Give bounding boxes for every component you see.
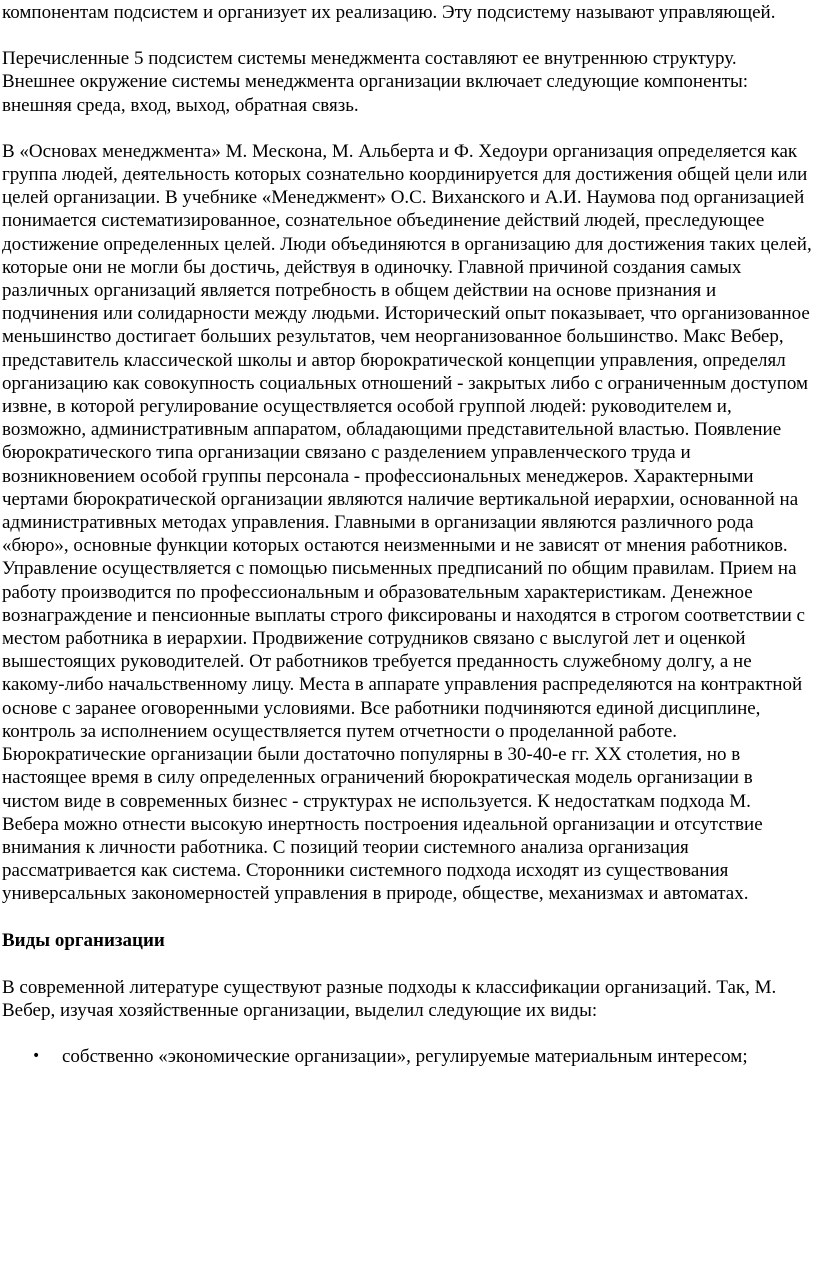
list-item-text: собственно «экономические организации», регулируемые материальным интересом; (62, 1046, 748, 1068)
paragraph-classification-intro: В современной литературе существуют разные подходы к классификации организаций. Так, М. Вебер, изучая хозяйственные организации, выделил следующие их виды: (2, 976, 777, 1021)
paragraph-organization-definitions: В «Основах менеджмента» М. Мескона, М. Альберта и Ф. Хедоури организация определяется как группа людей, деятельность которых сознательно координируется для достижения общей цели или целей организации. В учебнике «Менеджмент» О.С. Виханского и А.И. Наумова под организацией понимается систематизированное, сознательное объединение действий людей, преследующее достижение определенных целей. Люди объединяются в организацию для достижения таких целей, которые они не могли бы достичь, действуя в одиночку. Главной причиной создания самых различных организаций является потребность в общем действии на основе признания и подчинения или солидарности между людьми. Исторический опыт показывает, что организованное меньшинство достигает больших результатов, чем неорганизованное большинство. Макс Вебер, представитель классической школы и автор бюрократической концепции управления, определял организацию как совокупность социальных отношений - закрытых либо с ограниченным доступом извне, в которой регулирование осуществляется особой группой людей: руководителем и, возможно, административным аппаратом, обладающими представительной властью. Появление бюрократического типа организации связано с разделением управленческого труда и возникновением особой группы персонала - профессиональных менеджеров. Характерными чертами бюрократической организации являются наличие вертикальной иерархии, основанной на административных методах управления. Главными в организации являются различного рода «бюро», основные функции которых остаются неизменными и не зависят от мнения работников. Управление осуществляется с помощью письменных предписаний по общим правилам. Прием на работу производится по профессиональным и образовательным характеристикам. Денежное вознаграждение и пенсионные выплаты строго фиксированы и находятся в строгом соответствии с местом работника в иерархии. Продвижение сотрудников связано с выслугой лет и оценкой вышестоящих руководителей. От работников требуется преданность служебному долгу, а не какому-либо начальственному лицу. Места в аппарате управления распределяются на контрактной основе с заранее оговоренными условиями. Все работники подчиняются единой дисциплине, контроль за исполнением осуществляется путем отчетности о проделанной работе. Бюрократические организации были достаточно популярны в 30-40-е гг. XX столетия, но в настоящее время в силу определенных ограничений бюрократическая модель организации в чистом виде в современных бизнес - структурах не используется. К недостаткам подхода М. Вебера можно отнести высокую инертность построения идеальной организации и отсутствие внимания к личности работника. С позиций теории системного анализа организация рассматривается как система. Сторонники системного подхода исходят из существования универсальных закономерностей управления в природе, обществе, механизмах и автоматах. (2, 140, 812, 905)
section-heading: Виды организации (2, 929, 165, 951)
bullet-list (2, 1045, 812, 1068)
bullet-icon: • (32, 1048, 41, 1065)
paragraph-intro-continuation: компонентам подсистем и организует их реализацию. Эту подсистему называют управляющей. (2, 2, 776, 23)
document-body (0, 1, 816, 1068)
list-item (2, 1045, 812, 1068)
paragraph-subsystems-structure: Перечисленные 5 подсистем системы менеджмента составляют ее внутреннюю структуру. Внешнее окружение системы менеджмента организации включает следующие компоненты: внешняя среда, вход, выход, обратная связь. (2, 48, 749, 116)
